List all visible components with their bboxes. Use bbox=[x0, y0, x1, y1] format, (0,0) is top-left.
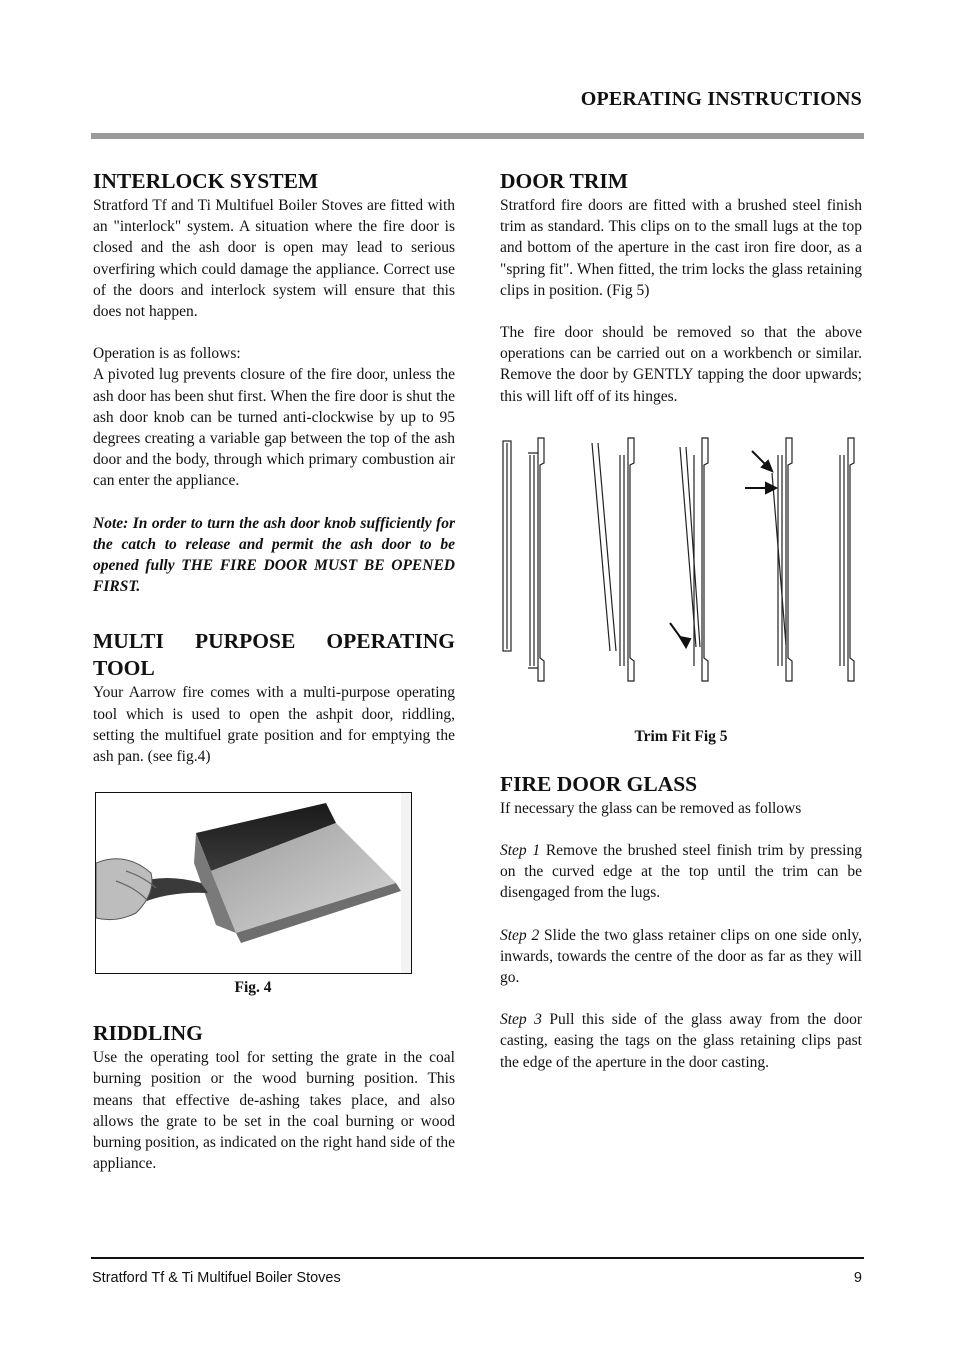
right-column bbox=[500, 168, 862, 1073]
step-2-text: Slide the two glass retainer clips on one side only, inwards, towards the centre of the door as far as they will go. bbox=[500, 926, 863, 987]
interlock-paragraph-2: A pivoted lug prevents closure of the fire door, unless the ash door has been shut first. When the fire door is shut the ash door knob can be turned anti-clockwise by up to 95 degrees creating a variable gap between the top of the ash door and the body, through which primary combustion air can enter the appliance. bbox=[93, 366, 455, 490]
footer-rule bbox=[91, 1257, 864, 1259]
operating-tool-illustration bbox=[96, 793, 411, 973]
glass-step-3 bbox=[500, 1009, 862, 1073]
step-1-text: Remove the brushed steel finish trim by pressing on the curved edge at the top until the trim can be disengaged from the lugs. bbox=[500, 842, 862, 902]
left-column bbox=[93, 168, 455, 1174]
interlock-operation-label: Operation is as follows: bbox=[93, 345, 241, 363]
fig4-photo-operating-tool bbox=[95, 792, 412, 974]
interlock-paragraph-1: Stratford Tf and Ti Multifuel Boiler Stoves are fitted with an "interlock" system. A situation where the fire door is closed and the ash door is open may lead to serious overfiring which could damage the appliance. Correct use of the doors and interlock system will ensure that this does not happen. bbox=[93, 197, 455, 321]
fig5-trim-fit-diagram bbox=[500, 433, 862, 683]
step-2-label: Step 2 bbox=[500, 926, 540, 944]
interlock-heading: INTERLOCK SYSTEM bbox=[93, 169, 319, 193]
step-3-label: Step 3 bbox=[500, 1011, 542, 1029]
glass-step-1 bbox=[500, 840, 862, 904]
page-number: 9 bbox=[853, 1270, 862, 1286]
glass-step-2 bbox=[500, 925, 862, 989]
fire-door-glass-heading: FIRE DOOR GLASS bbox=[500, 771, 698, 796]
step-1-label: Step 1 bbox=[500, 842, 541, 860]
header-rule bbox=[91, 133, 864, 139]
page-header-title: OPERATING INSTRUCTIONS bbox=[580, 88, 862, 110]
interlock-note: Note: In order to turn the ash door knob sufficiently for the catch to release and permit the ash door to be opened fully THE FIRE DOOR MUST BE OPENED FIRST. bbox=[93, 514, 455, 596]
fig5-caption: Trim Fit Fig 5 bbox=[634, 727, 728, 745]
door-trim-paragraph-1: Stratford fire doors are fitted with a brushed steel finish trim as standard. This clips on to the small lugs at the top and bottom of the aperture in the cast iron fire door, as a "spring fit". When fitted, the trim locks the glass retaining clips in position. (Fig 5) bbox=[500, 197, 862, 299]
riddling-heading: RIDDLING bbox=[93, 1021, 203, 1046]
step-3-text: Pull this side of the glass away from the door casting, easing the tags on the glass retaining clips past the edge of the aperture in the door casting. bbox=[500, 1011, 863, 1071]
door-trim-paragraph-2: The fire door should be removed so that the above operations can be carried out on a workbench or similar. Remove the door by GENTLY tapping the door upwards; this will lift off of its hinges. bbox=[500, 324, 862, 405]
fig4-caption: Fig. 4 bbox=[234, 979, 272, 997]
footer-document-title: Stratford Tf & Ti Multifuel Boiler Stoves bbox=[92, 1270, 341, 1286]
tool-heading: MULTI PURPOSE OPERATING TOOL bbox=[93, 629, 455, 681]
tool-paragraph: Your Aarrow fire comes with a multi-purpose operating tool which is used to open the ashpit door, riddling, setting the multifuel grate position and for emptying the ash pan. (see fig.4) bbox=[93, 684, 455, 766]
riddling-paragraph: Use the operating tool for setting the grate in the coal burning position or the wood burning position. This means that effective de-ashing takes place, and also allows the grate to be set in the coal burning or wood burning position, as indicated on the right hand side of the appliance. bbox=[93, 1049, 455, 1173]
door-trim-heading: DOOR TRIM bbox=[500, 169, 629, 193]
glass-intro: If necessary the glass can be removed as follows bbox=[500, 799, 802, 817]
